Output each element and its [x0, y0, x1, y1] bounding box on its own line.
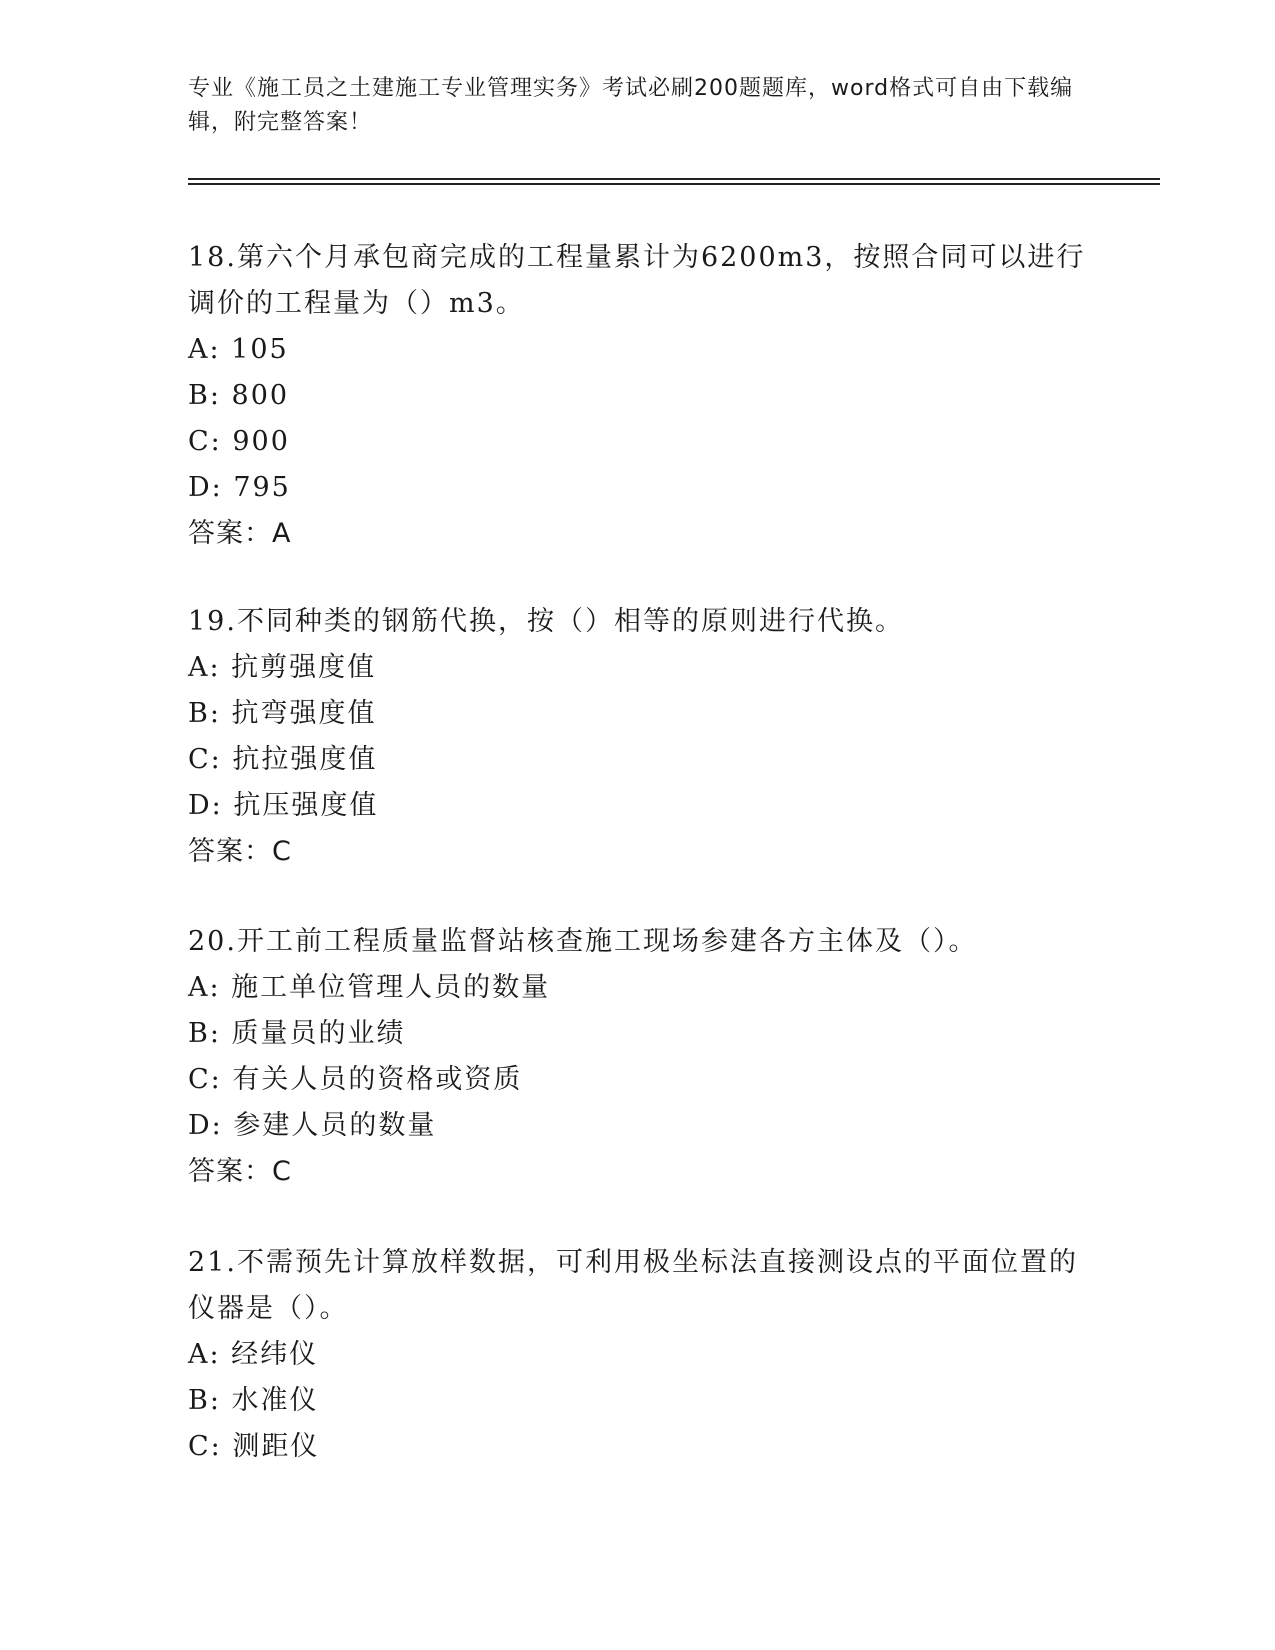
option-a: A: 抗剪强度值 — [188, 652, 377, 683]
option-b: B: 水准仪 — [188, 1385, 319, 1416]
header-divider-top — [188, 178, 1160, 180]
question-20 — [188, 919, 1088, 1195]
option-a: A: 经纬仪 — [188, 1339, 319, 1370]
option-c: C: 900 — [188, 426, 290, 457]
document-header: 专业《施工员之土建施工专业管理实务》考试必刷200题题库，word格式可自由下载编辑，附完整答案！ — [188, 76, 1074, 135]
option-b: B: 质量员的业绩 — [188, 1018, 406, 1049]
option-d: D: 参建人员的数量 — [188, 1110, 437, 1141]
question-19 — [188, 599, 1088, 875]
option-d: D: 795 — [188, 472, 291, 503]
answer-line: 答案：C — [188, 1156, 292, 1187]
option-d: D: 抗压强度值 — [188, 790, 379, 821]
option-b: B: 800 — [188, 380, 290, 411]
answer-line: 答案：A — [188, 518, 292, 549]
question-text: 21.不需预先计算放样数据，可利用极坐标法直接测设点的平面位置的仪器是（）。 — [188, 1247, 1078, 1324]
header-divider-bottom — [188, 183, 1160, 185]
question-text: 20.开工前工程质量监督站核查施工现场参建各方主体及（）。 — [188, 926, 978, 957]
question-18 — [188, 235, 1088, 557]
option-b: B: 抗弯强度值 — [188, 698, 377, 729]
answer-line: 答案：C — [188, 836, 292, 867]
question-text: 18.第六个月承包商完成的工程量累计为6200m3，按照合同可以进行调价的工程量为（）m3。 — [188, 242, 1086, 319]
option-a: A: 105 — [188, 334, 289, 365]
option-c: C: 抗拉强度值 — [188, 744, 378, 775]
option-c: C: 有关人员的资格或资质 — [188, 1064, 523, 1095]
option-c: C: 测距仪 — [188, 1431, 320, 1462]
option-a: A: 施工单位管理人员的数量 — [188, 972, 551, 1003]
question-text: 19.不同种类的钢筋代换，按（）相等的原则进行代换。 — [188, 606, 904, 637]
question-21 — [188, 1240, 1088, 1470]
